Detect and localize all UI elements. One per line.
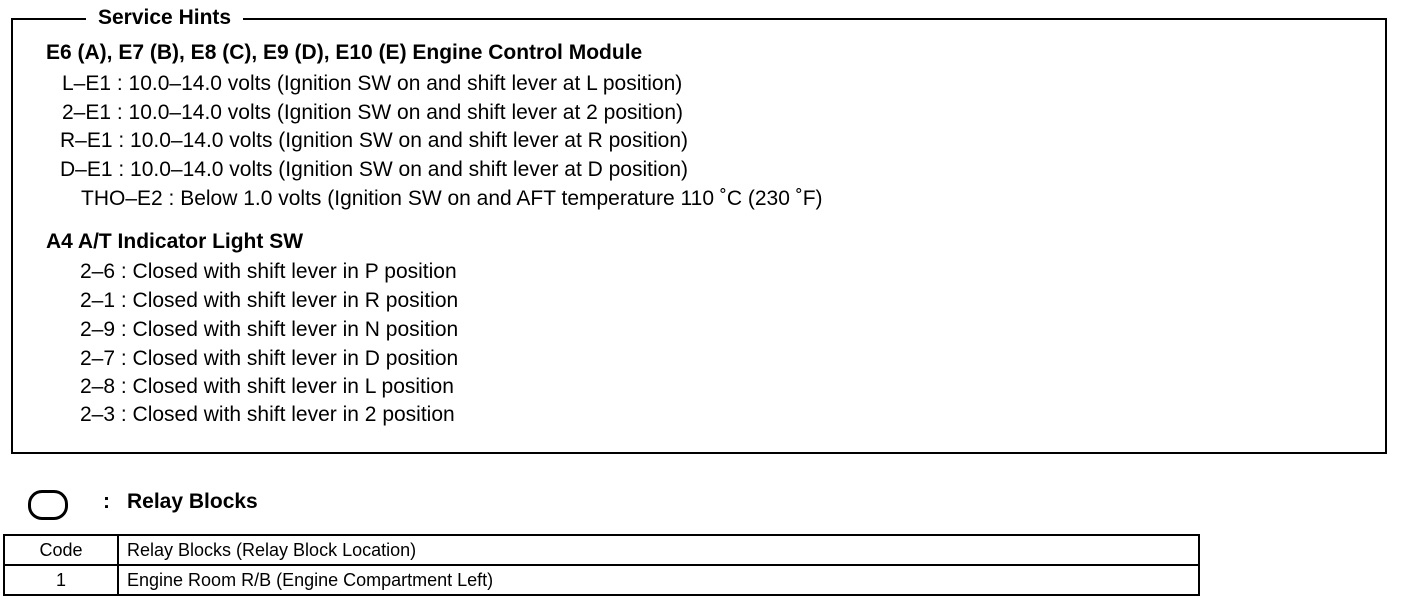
ecm-line-r-e1: R–E1 : 10.0–14.0 volts (Ignition SW on and shift lever at R position) [60, 129, 689, 152]
relay-table-header-code: Code [4, 535, 118, 565]
indicator-line-2-7: 2–7 : Closed with shift lever in D position [80, 347, 459, 370]
relay-table-cell-location: Engine Room R/B (Engine Compartment Left) [118, 565, 1199, 595]
indicator-line-2-8: 2–8 : Closed with shift lever in L position [80, 375, 454, 398]
ecm-line-2-e1: 2–E1 : 10.0–14.0 volts (Ignition SW on and shift lever at 2 position) [62, 101, 684, 124]
ecm-line-d-e1: D–E1 : 10.0–14.0 volts (Ignition SW on and shift lever at D position) [60, 158, 689, 181]
table-row [4, 565, 1199, 595]
relay-table-header-location: Relay Blocks (Relay Block Location) [118, 535, 1199, 565]
relay-blocks-table [3, 534, 1200, 596]
ecm-line-tho-e2: THO–E2 : Below 1.0 volts (Ignition SW on and AFT temperature 110 ˚C (230 ˚F) [81, 187, 823, 210]
relay-table-header-row [4, 535, 1199, 565]
indicator-heading: A4 A/T Indicator Light SW [46, 230, 304, 253]
indicator-line-2-1: 2–1 : Closed with shift lever in R position [80, 289, 459, 312]
indicator-line-2-3: 2–3 : Closed with shift lever in 2 position [80, 403, 455, 426]
ecm-line-l-e1: L–E1 : 10.0–14.0 volts (Ignition SW on and shift lever at L position) [62, 72, 683, 95]
ecm-heading: E6 (A), E7 (B), E8 (C), E9 (D), E10 (E) Engine Control Module [46, 41, 643, 64]
service-hints-title: Service Hints [86, 4, 243, 32]
relay-blocks-colon: : [103, 490, 110, 513]
indicator-line-2-6: 2–6 : Closed with shift lever in P position [80, 260, 457, 283]
relay-block-icon [28, 490, 68, 520]
relay-blocks-title: Relay Blocks [127, 490, 258, 513]
indicator-line-2-9: 2–9 : Closed with shift lever in N position [80, 318, 459, 341]
relay-table-cell-code: 1 [4, 565, 118, 595]
